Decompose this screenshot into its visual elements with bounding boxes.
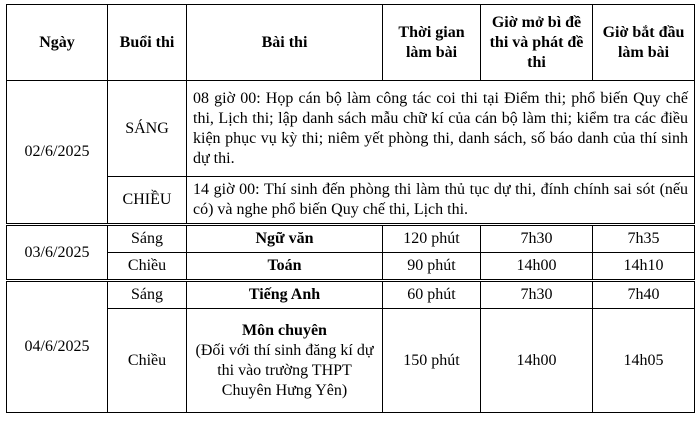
duration-cell: 120 phút	[383, 225, 481, 253]
table-row	[7, 253, 695, 281]
header-open-time: Giờ mở bì đề thi và phát đề thi	[481, 5, 593, 81]
session-cell: SÁNG	[108, 81, 187, 177]
start-time-cell: 7h40	[593, 281, 695, 309]
table-row	[7, 281, 695, 309]
exam-title: Môn chuyên	[242, 321, 327, 339]
exam-note: (Đối với thí sinh đăng kí dự thi vào trường THPT Chuyên Hưng Yên)	[195, 341, 374, 399]
date-cell: 03/6/2025	[7, 225, 108, 281]
session-cell: CHIỀU	[108, 177, 187, 225]
session-cell: Sáng	[108, 225, 187, 253]
header-exam: Bài thi	[187, 5, 383, 81]
start-time-cell: 7h35	[593, 225, 695, 253]
duration-cell: 90 phút	[383, 253, 481, 281]
session-cell: Chiều	[108, 253, 187, 281]
exam-cell: Ngữ văn	[187, 225, 383, 253]
table-row	[7, 177, 695, 225]
header-duration: Thời gian làm bài	[383, 5, 481, 81]
header-row	[7, 5, 695, 81]
schedule-table	[6, 4, 695, 413]
exam-schedule	[6, 4, 695, 413]
exam-cell	[187, 309, 383, 413]
table-row	[7, 81, 695, 177]
date-cell: 02/6/2025	[7, 81, 108, 225]
exam-cell: Toán	[187, 253, 383, 281]
schedule-note: 08 giờ 00: Họp cán bộ làm công tác coi thi tại Điểm thi; phổ biến Quy chế thi, Lịch thi; lập danh sách mẫu chữ kí của cán bộ làm thi; kiểm tra các điều kiện phục vụ kỳ thi; niêm yết phòng thi, danh sách, số báo danh của thí sinh dự thi.	[187, 81, 695, 177]
table-row	[7, 309, 695, 413]
open-time-cell: 14h00	[481, 309, 593, 413]
exam-cell: Tiếng Anh	[187, 281, 383, 309]
duration-cell: 60 phút	[383, 281, 481, 309]
header-start-time: Giờ bắt đầu làm bài	[593, 5, 695, 81]
header-session: Buổi thi	[108, 5, 187, 81]
schedule-note: 14 giờ 00: Thí sinh đến phòng thi làm thủ tục dự thi, đính chính sai sót (nếu có) và nghe phổ biến Quy chế thi, Lịch thi.	[187, 177, 695, 225]
start-time-cell: 14h05	[593, 309, 695, 413]
session-cell: Sáng	[108, 281, 187, 309]
table-row	[7, 225, 695, 253]
date-cell: 04/6/2025	[7, 281, 108, 413]
open-time-cell: 7h30	[481, 225, 593, 253]
duration-cell: 150 phút	[383, 309, 481, 413]
session-cell: Chiều	[108, 309, 187, 413]
start-time-cell: 14h10	[593, 253, 695, 281]
header-date: Ngày	[7, 5, 108, 81]
open-time-cell: 14h00	[481, 253, 593, 281]
open-time-cell: 7h30	[481, 281, 593, 309]
